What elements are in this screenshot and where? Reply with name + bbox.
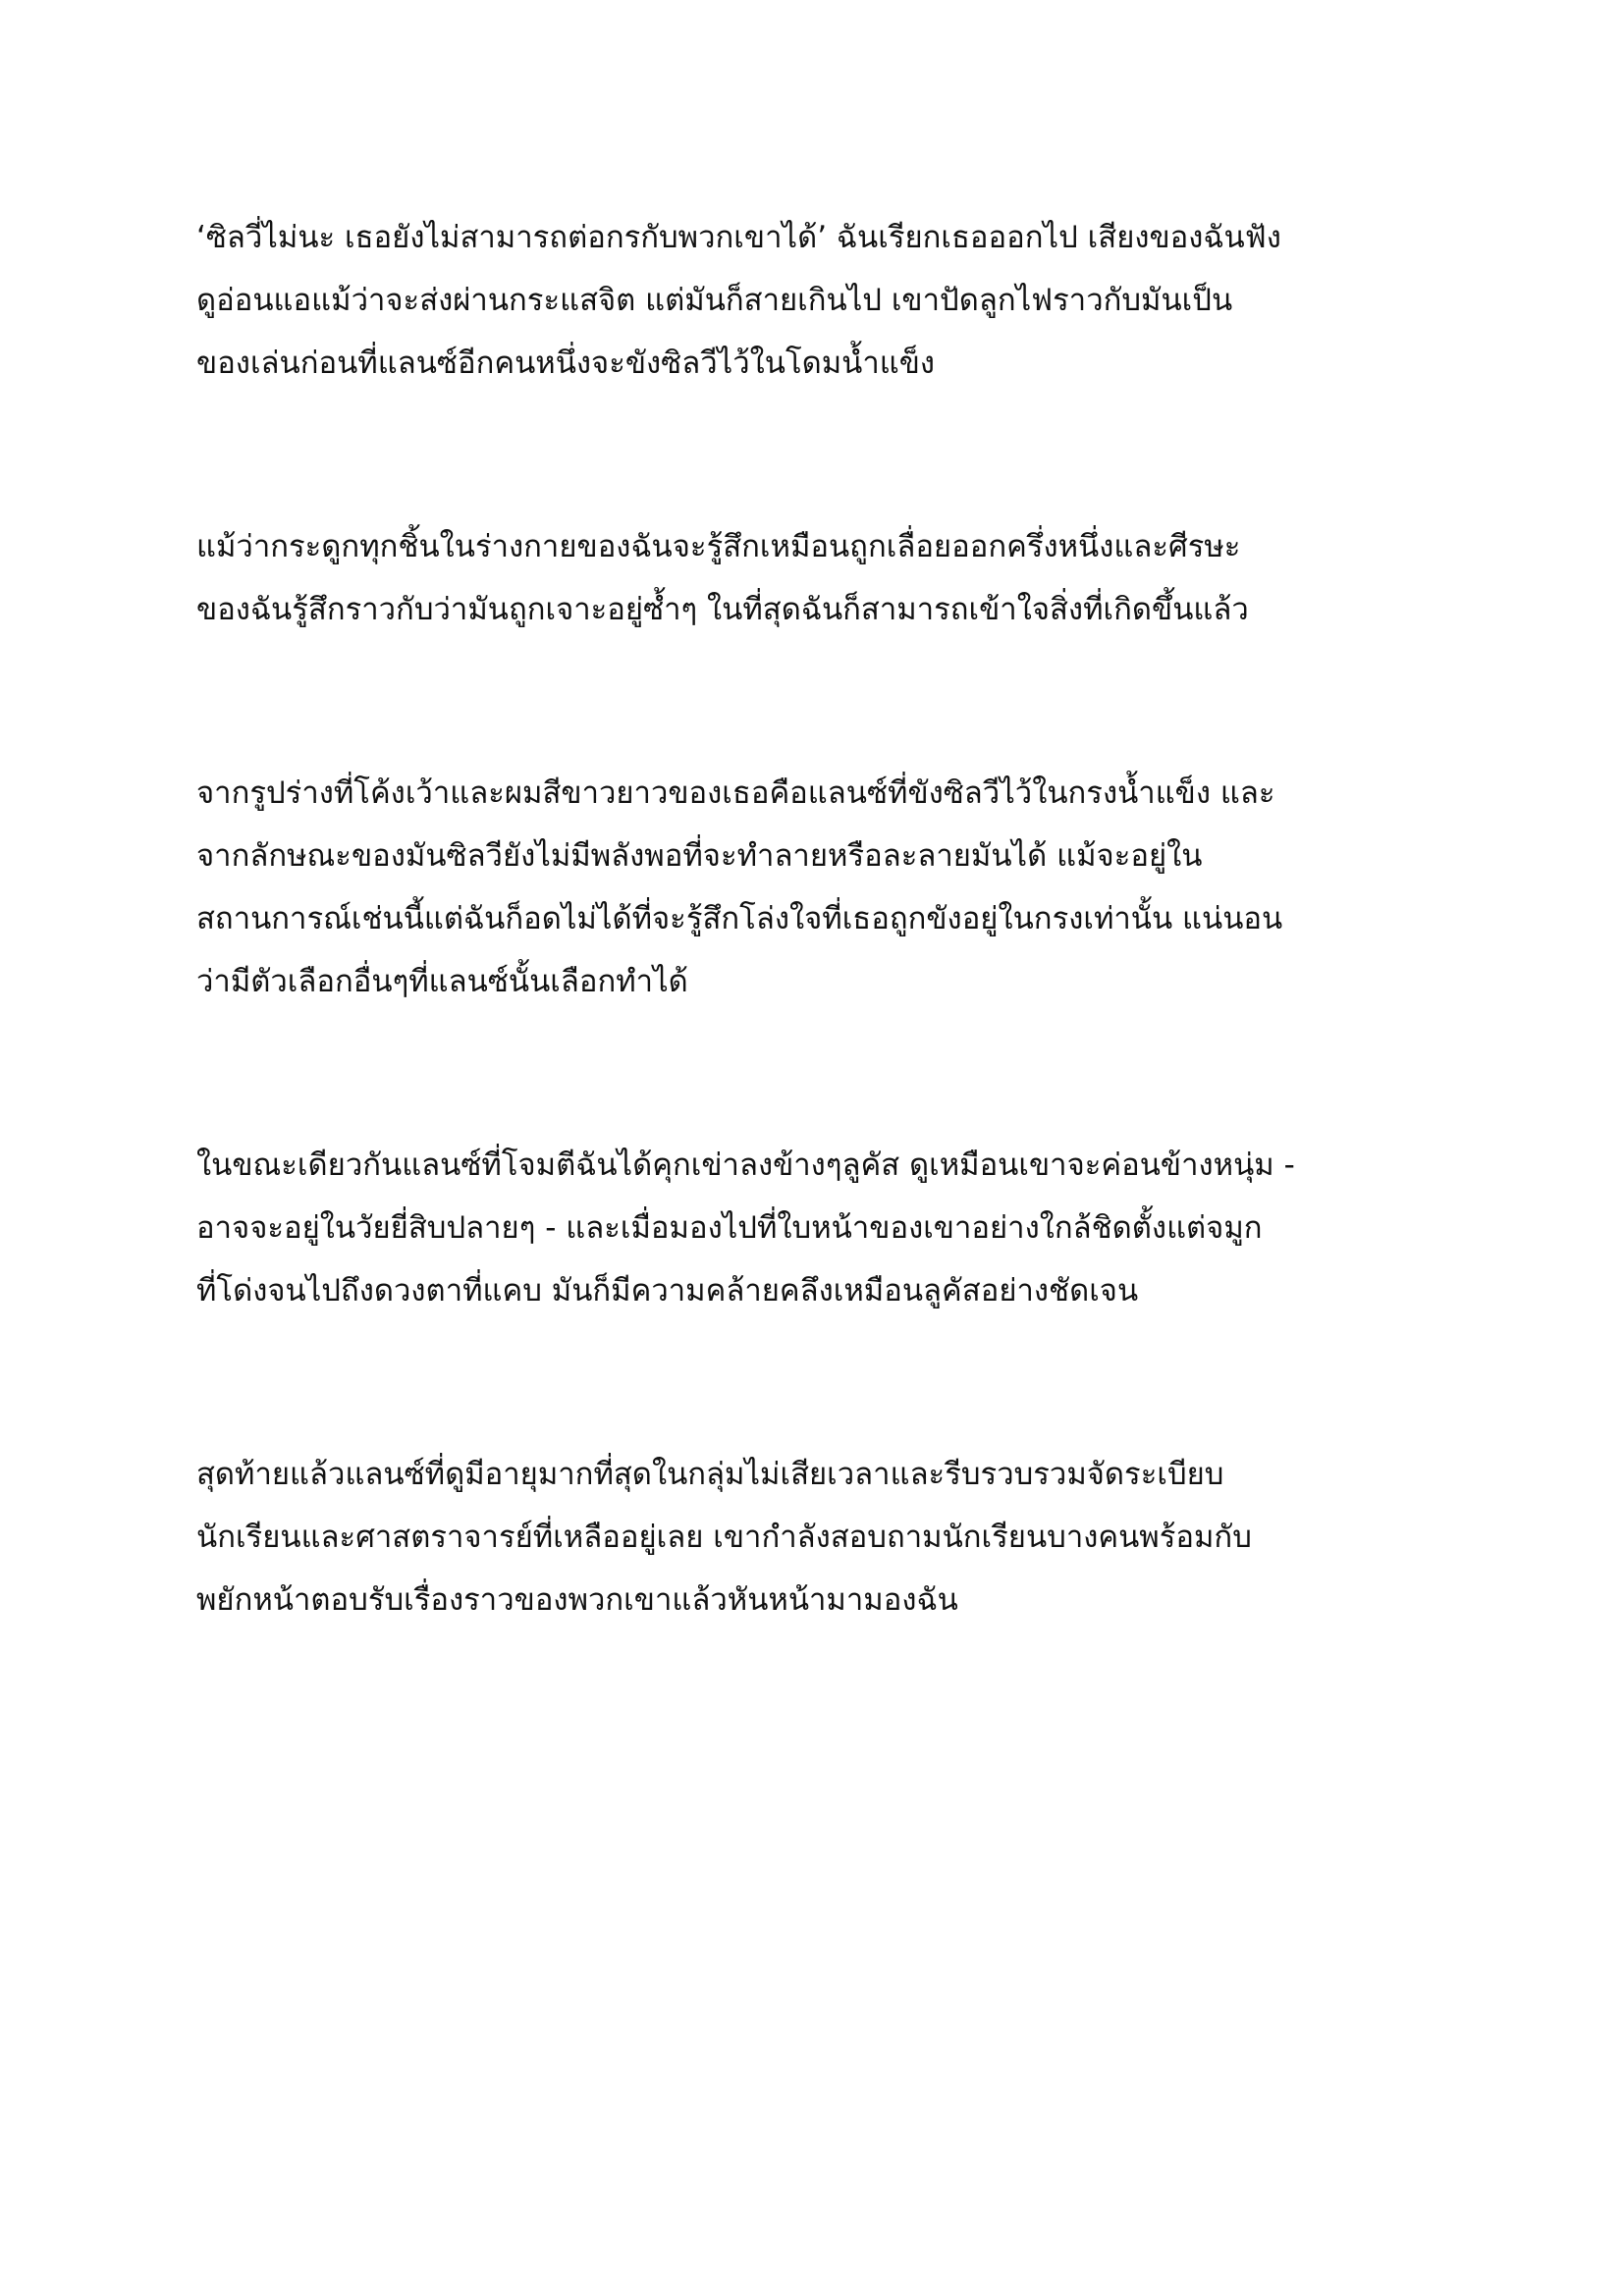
paragraph-2 [196,515,1473,641]
paragraph-line: สุดท้ายแล้วแลนซ์ที่ดูมีอายุมากที่สุดในกลุ่มไม่เสียเวลาและรีบรวบรวมจัดระเบียบ [196,1457,1224,1492]
paragraph-spacer [196,1322,1473,1443]
document-body [196,206,1473,1631]
paragraph-4 [196,1134,1473,1322]
paragraph-5 [196,1443,1473,1631]
paragraph-line: ‘ซิลวี่ไม่นะ เธอยังไม่สามารถต่อกรกับพวกเขาได้’ ฉันเรียกเธอออกไป เสียงของฉันฟัง [196,220,1281,255]
paragraph-line: ของเล่นก่อนที่แลนซ์อีกคนหนึ่งจะขังซิลวีไว้ในโดมน้ำแข็ง [196,346,936,381]
paragraph-line: นักเรียนและศาสตราจารย์ที่เหลืออยู่เลย เขากำลังสอบถามนักเรียนบางคนพร้อมกับ [196,1520,1252,1555]
paragraph-line: แม้ว่ากระดูกทุกชิ้นในร่างกายของฉันจะรู้สึกเหมือนถูกเลื่อยออกครึ่งหนึ่งและศีรษะ [196,529,1241,564]
paragraph-line: จากรูปร่างที่โค้งเว้าและผมสีขาวยาวของเธอคือแลนซ์ที่ขังซิลวีไว้ในกรงน้ำแข็ง และ [196,775,1275,811]
paragraph-line: อาจจะอยู่ในวัยยี่สิบปลายๆ - และเมื่อมองไปที่ใบหน้าของเขาอย่างใกล้ชิดตั้งแต่จมูก [196,1210,1263,1246]
paragraph-spacer [196,641,1473,762]
paragraph-3 [196,762,1473,1013]
paragraph-line: ว่ามีตัวเลือกอื่นๆที่แลนซ์นั้นเลือกทำได้ [196,964,688,999]
paragraph-line: พยักหน้าตอบรับเรื่องราวของพวกเขาแล้วหันหน้ามามองฉัน [196,1582,958,1618]
paragraph-line: ของฉันรู้สึกราวกับว่ามันถูกเจาะอยู่ซ้ำๆ ในที่สุดฉันก็สามารถเข้าใจสิ่งที่เกิดขึ้นแล้ว [196,592,1249,627]
paragraph-1 [196,206,1473,395]
paragraph-line: ดูอ่อนแอแม้ว่าจะส่งผ่านกระแสจิต แต่มันก็สายเกินไป เขาปัดลูกไฟราวกับมันเป็น [196,283,1233,318]
paragraph-line: สถานการณ์เช่นนี้แต่ฉันก็อดไม่ได้ที่จะรู้สึกโล่งใจที่เธอถูกขังอยู่ในกรงเท่านั้น แน่นอน [196,901,1283,936]
paragraph-line: ในขณะเดียวกันแลนซ์ที่โจมตีฉันได้คุกเข่าลงข้างๆลูคัส ดูเหมือนเขาจะค่อนข้างหนุ่ม - [196,1148,1295,1183]
paragraph-line: จากลักษณะของมันซิลวียังไม่มีพลังพอที่จะทำลายหรือละลายมันได้ แม้จะอยู่ใน [196,838,1203,874]
paragraph-spacer [196,395,1473,515]
paragraph-line: ที่โด่งจนไปถึงดวงตาที่แคบ มันก็มีความคล้ายคลึงเหมือนลูคัสอย่างชัดเจน [196,1273,1139,1308]
paragraph-spacer [196,1013,1473,1134]
